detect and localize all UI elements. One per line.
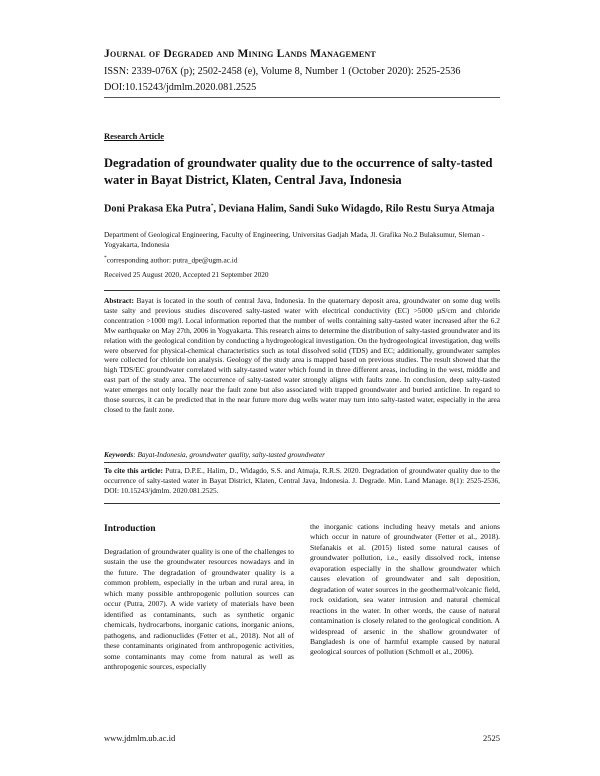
abstract-label: Abstract: bbox=[104, 296, 134, 305]
citation bbox=[104, 466, 500, 496]
keywords-bottom-rule bbox=[104, 462, 500, 463]
header-divider bbox=[104, 97, 500, 98]
journal-doi-line: DOI:10.15243/jdmlm.2020.081.2525 bbox=[104, 82, 257, 93]
abstract-text: Bayat is located in the south of central Java, Indonesia. In the quaternary deposit area, groundwater on some dug wells taste salty and previous studies discovered salty-tasted water with electrical conductivity (EC) >5000 µS/cm and chloride concentration >1000 mg/l. Local information reported that the number of wells containing salty-tasted water increased after the 6.2 Mw earthquake on May 27th, 2006 in Yogyakarta. This research aims to determine the distribution of salty-tasted groundwater and its relation with the geological condition by conducting a hydrogeological investigation. On the hydrogeological investigation, dug wells were observed for physical-chemical characteristics such as total dissolved solid (TDS) and EC; additionally, groundwater samples were collected for chloride ion analysis. Geology of the study area is mapped based on previous studies. The result showed that the high TDS/EC groundwater correlated with salty-tasted water which found in three different areas, including in the west, middle and east part of the study area. The occurrence of salty-tasted water strongly aligns with faults zone. In conclusion, deep salty-tasted water emerges not only locally near the fault zone but also associated with trapped groundwater and buried anticline. In regard to those sources, it can be predicted that in the near future more dug wells water may turn into salty-tasted water, especially in the area closed to the fault zone. bbox=[104, 296, 500, 414]
other-authors: , Deviana Halim, Sandi Suko Widagdo, Rilo Restu Surya Atmaja bbox=[213, 203, 495, 215]
introduction-right-column: the inorganic cations including heavy metals and anions which occur in nature of groundwater (Fetter et al., 2018). Stefanakis et al. (2015) listed some natural causes of groundwater pollution, i.e., easily dissolved rock, intense evaporation especially in the shallow groundwater which causes elevation of groundwater and salt deposition, degradation of water sources in the geothermal/volcanic field, rock oxidation, sea water intrusion and natural chemical reactions in the water. In other words, the cause of natural contamination is closely related to the geological condition. A widespread of arsenic in the shallow groundwater of Bangladesh is one of harmful example caused by natural geological sources of pollution (Schmoll et al., 2006). bbox=[310, 522, 500, 657]
article-type-label: Research Article bbox=[104, 131, 165, 141]
abstract bbox=[104, 296, 500, 415]
first-author: Doni Prakasa Eka Putra bbox=[104, 203, 211, 215]
abstract-top-rule bbox=[104, 290, 500, 291]
corresponding-text: corresponding author: putra_dpe@ugm.ac.id bbox=[106, 255, 238, 265]
citation-text: Putra, D.P.E., Halim, D., Widagdo, S.S. and Atmaja, R.R.S. 2020. Degradation of groundwater quality due to the occurrence of salty-tasted water in Bayat District, Klaten, Central Java, Indonesia. J. Degrade. Min. Land Manage. 8(1): 2525-2536, DOI: 10.15243/jdmlm. 2020.081.2525. bbox=[104, 466, 500, 495]
affiliation: Department of Geological Engineering, Faculty of Engineering, Universitas Gadjah Mada, Jl. Grafika No.2 Bulaksumur, Sleman - Yogyakarta, Indonesia bbox=[104, 230, 485, 249]
corresponding-symbol: * bbox=[104, 255, 107, 261]
journal-issn-line: ISSN: 2339-076X (p); 2502-2458 (e), Volume 8, Number 1 (October 2020): 2525-2536 bbox=[104, 66, 461, 77]
keywords-text: : Bayat-Indonesia, groundwater quality, salty-tasted groundwater bbox=[133, 450, 325, 459]
corresponding-author bbox=[104, 253, 500, 265]
citation-bottom-rule bbox=[104, 503, 500, 504]
keywords bbox=[104, 450, 500, 459]
page-number: 2525 bbox=[483, 733, 500, 743]
journal-title: Journal of Degraded and Mining Lands Management bbox=[104, 48, 376, 60]
citation-label: To cite this article: bbox=[104, 466, 163, 475]
corresponding-mark: * bbox=[210, 203, 214, 209]
footer-url: www.jdmlm.ub.ac.id bbox=[104, 733, 176, 743]
keywords-label: Keywords bbox=[104, 450, 134, 459]
article-title: Degradation of groundwater quality due to the occurrence of salty-tasted water in Bayat District, Klaten, Central Java, Indonesia bbox=[104, 156, 493, 187]
author-list bbox=[104, 198, 500, 217]
received-accepted-dates: Received 25 August 2020, Accepted 21 September 2020 bbox=[104, 270, 269, 279]
introduction-heading: Introduction bbox=[104, 524, 156, 534]
introduction-left-column: Degradation of groundwater quality is one of the challenges to sustain the use the groundwater resources nowadays and in the future. The degradation of groundwater quality is a common problem, especially in the urban and rural area, in which many possible anthropogenic pollution sources can occur (Putra, 2007). A wide variety of materials have been identified as contaminants, such as synthetic organic chemicals, hydrocarbons, inorganic cations, inorganic anions, pathogens, and radionuclides (Fetter et al., 2018). Not all of these contaminants originated from anthropogenic activities, some contaminants may come from natural as well as anthropogenic sources, especially bbox=[104, 547, 294, 671]
